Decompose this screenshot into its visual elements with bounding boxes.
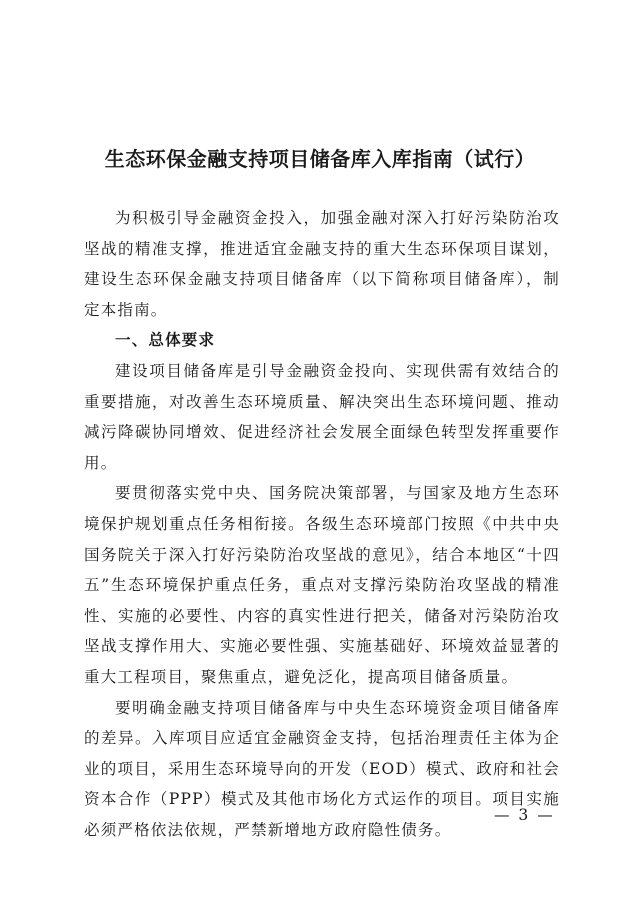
- document-title: 生态环保金融支持项目储备库入库指南（试行）: [104, 147, 536, 171]
- section-heading: 一、总体要求: [115, 331, 216, 350]
- document-body: [84, 203, 560, 845]
- body-paragraph: 建设项目储备库是引导金融资金投向、实现供需有效结合的重要措施，对改善生态环境质量、解决突出生态环境问题、推动减污降碳协同增效、促进经济社会发展全面绿色转型发挥重要作用。: [84, 361, 560, 472]
- body-paragraph: 要贯彻落实党中央、国务院决策部署，与国家及地方生态环境保护规划重点任务相衔接。各级生态环境部门按照《中共中央 国务院关于深入打好污染防治攻坚战的意见》，结合本地区“十四五”生态环境保护重点任务，重点对支撑污染防治攻坚战的精准性、实施的必要性、内容的真实性进行把关，储备对污染防治攻坚战支撑作用大、实施必要性强、实施基础好、环境效益显著的重大工程项目，聚焦重点，避免泛化，提高项目储备质量。: [84, 484, 560, 686]
- body-paragraph: 要明确金融支持项目储备库与中央生态环境资金项目储备库的差异。入库项目应适宜金融资金支持，包括治理责任主体为企业的项目，采用生态环境导向的开发（EOD）模式、政府和社会资本合作（PPP）模式及其他市场化方式运作的项目。项目实施必须严格依法依规，严禁新增地方政府隐性债务。: [84, 698, 560, 839]
- intro-paragraph: 为积极引导金融资金投入，加强金融对深入打好污染防治攻坚战的精准支撑，推进适宜金融支持的重大生态环保项目谋划，建设生态环保金融支持项目储备库（以下简称项目储备库），制定本指南。: [84, 209, 560, 319]
- page-number: — 3 —: [494, 806, 555, 824]
